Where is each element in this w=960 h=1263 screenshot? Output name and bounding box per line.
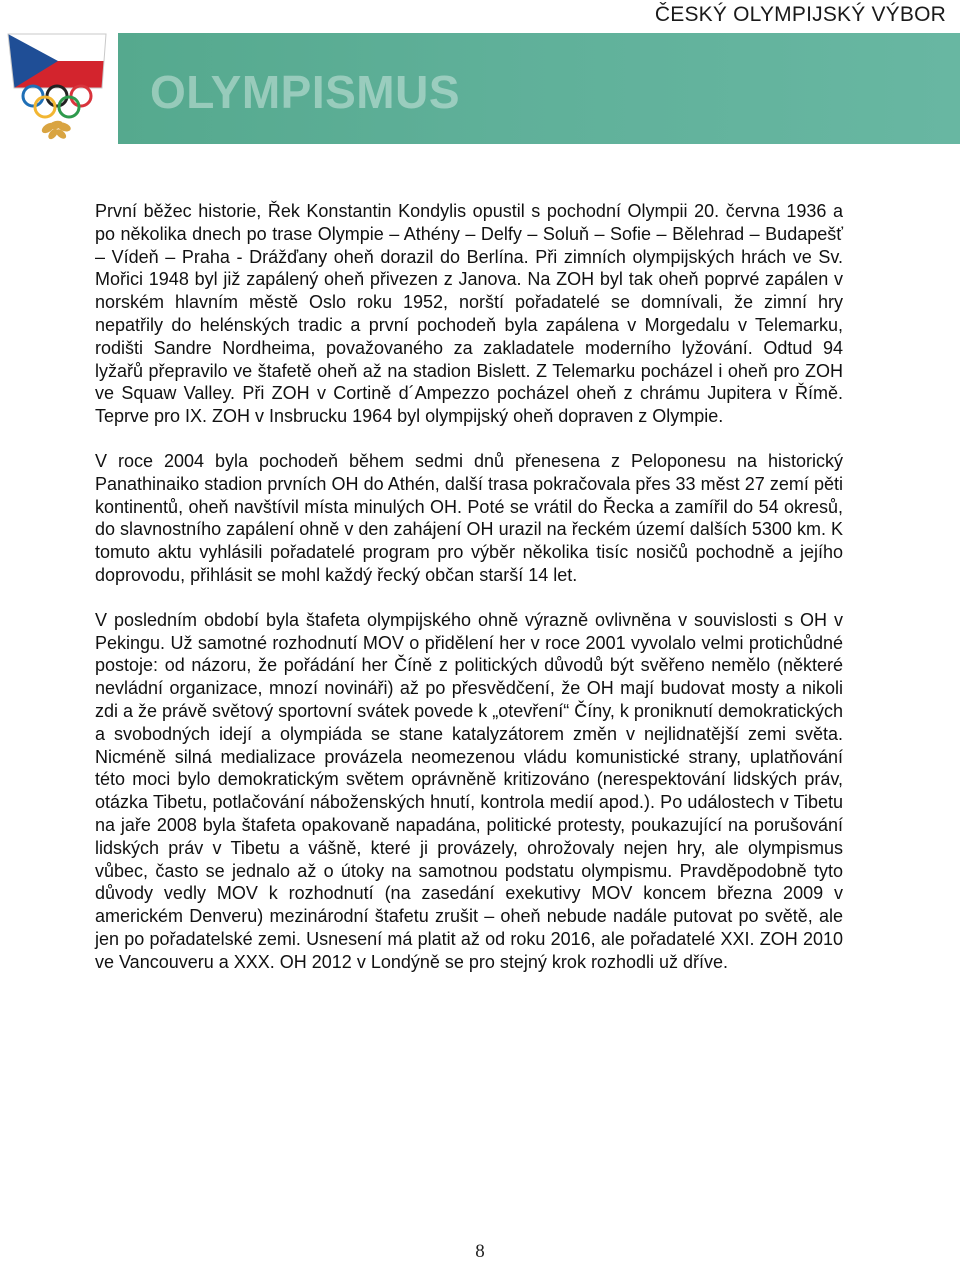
paragraph-beijing-relay: V posledním období byla štafeta olympijského ohně výrazně ovlivněna v souvislosti s OH v Pekingu. Už samotné rozhodnutí MOV o přidělení her v roce 2001 vyvolalo velmi protichůdné postoje: od názoru, že pořádání her Číně z politických důvodů být svěřeno nemělo (některé nevládní organizace, mnozí novináři) až po přesvědčení, že OH mají budovat mosty a nikoli zdi a že právě světový sportovní svátek povede k „otevření“ Číny, k proniknutí demokratických a svobodných idejí a olympiáda se stane katalyzátorem změn v nejlidnatější zemi světa. Nicméně silná medializace provázela neomezenou vládu komunistické strany, uplatňování této moci bylo demokratickým světem oprávněně kritizováno (nerespektování lidských práv, otázka Tibetu, potlačování náboženských hnutí, kontrola medií apod.). Po událostech v Tibetu na jaře 2008 byla štafeta opakovaně napadána, politické protesty, poukazující na porušování lidských práv v Tibetu a vášně, které ji provázely, ohrožovaly nejen hry, ale olympismus vůbec, často se jednalo až o útoky na samotnou podstatu olympismu. Pravděpodobně tyto důvody vedly MOV k rozhodnutí (na zasedání exekutivy MOV koncem března 2009 v americkém Denveru) mezinárodní štafetu zrušit – oheň nebude nadále putovat po světě, ale jen po pořadatelské zemi. Usnesení má platit až od roku 2016, ale pořadatelé XXI. ZOH 2010 ve Vancouveru a XXX. OH 2012 v Londýně se pro stejný krok rozhodli už dříve. bbox=[95, 609, 844, 972]
header-banner bbox=[118, 33, 960, 144]
page-number: 8 bbox=[475, 1241, 485, 1262]
olympic-committee-logo-icon bbox=[6, 30, 116, 140]
olympic-committee-logo bbox=[6, 30, 116, 140]
document-body bbox=[95, 200, 843, 996]
paragraph-torch-history: První běžec historie, Řek Konstantin Kondylis opustil s pochodní Olympii 20. června 1936 a po několika dnech po trase Olympie – Athény – Delfy – Soluň – Sofie – Bělehrad – Budapešť – Vídeň – Praha - Drážďany oheň dorazil do Berlína. Při zimních olympijských hrách ve Sv. Mořici 1948 byl již zapálený oheň přivezen z Janova. Na ZOH byl tak oheň poprvé zapálen v norském hlavním městě Oslo roku 1952, norští pořadatelé se domnívali, že zimní hry nepatřily do helénských tradic a první pochodeň byla zapálena v Morgedalu v Telemarku, rodišti Sandre Nordheima, považovaného za zakladatele moderního lyžování. Odtud 94 lyžařů přepravilo ve štafetě oheň až na stadion Bislett. Z Telemarku pocházel i oheň pro ZOH ve Squaw Valley. Při ZOH v Cortině d´Ampezzo pocházel oheň z chrámu Jupitera v Římě. Teprve pro IX. ZOH v Insbrucku 1964 byl olympijský oheň dopraven z Olympie. bbox=[95, 201, 843, 427]
organization-name: ČESKÝ OLYMPIJSKÝ VÝBOR bbox=[654, 3, 946, 26]
paragraph-athens-2004: V roce 2004 byla pochodeň během sedmi dnů přenesena z Peloponesu na historický Panathinaiko stadion prvních OH do Athén, další trasa pokračovala přes 33 měst 27 zemí pěti kontinentů, oheň navštívil místa minulých OH. Poté se vrátil do Řecka a zamířil do 54 okresů, do slavnostního zapálení ohně v den zahájení OH urazil na řeckém území dalších 5300 km. K tomuto aktu vyhlásili pořadatelé program pro výběr několika tisíc nosičů pochodně a jejího doprovodu, přihlásit se mohl každý řecký občan starší 14 let. bbox=[95, 450, 843, 585]
banner-title: OLYMPISMUS bbox=[150, 66, 461, 118]
